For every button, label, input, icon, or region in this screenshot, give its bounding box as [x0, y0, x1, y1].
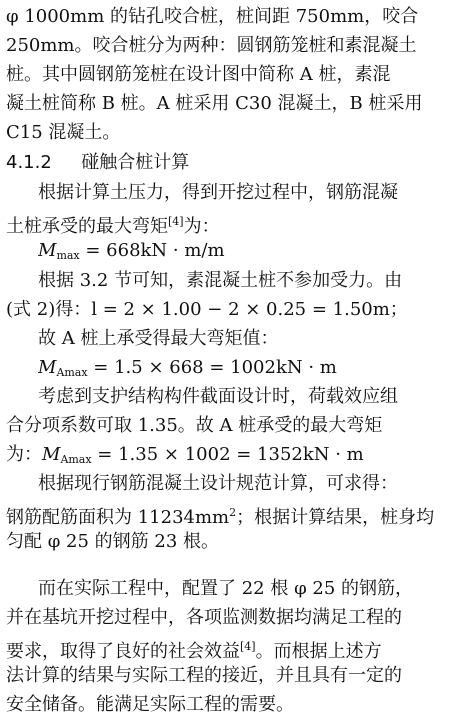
section-heading: [6, 148, 460, 177]
calc-line-6: 故 A 桩上承受得最大弯矩值：: [38, 328, 279, 349]
mmax-symbol: M: [38, 240, 57, 261]
calc-line-10: [6, 440, 460, 469]
mamax-symbol-2: M: [42, 444, 61, 465]
conclusion-line-1: 而在实际工程中，配置了 22 根 φ 25 的钢筋，: [38, 578, 414, 599]
area-unit-superscript: 2: [229, 506, 237, 519]
intro-line-4: 凝土桩简称 B 桩。A 桩采用 C30 混凝土，B 桩采用: [6, 93, 423, 114]
calc-line-12: [6, 498, 460, 527]
mamax-value: = 1.5 × 668 = 1002kN · m: [87, 357, 337, 378]
equation-mmax: [38, 236, 460, 265]
calc-line-4: 根据 3.2 节可知，素混凝土桩不参加受力。由: [38, 270, 403, 291]
conclusion-line-3-tail: 。而根据上述方: [255, 641, 382, 661]
conclusion-line-3-text: 要求，取得了良好的社会效益: [6, 641, 240, 661]
calc-line-2: [6, 207, 460, 236]
intro-line-5: C15 混凝土。: [6, 122, 121, 143]
mamax-subscript: Amax: [56, 366, 88, 379]
conclusion-line-2: 并在基坑开挖过程中，各项监测数据均满足工程的: [6, 607, 402, 628]
calc-line-12-text: 钢筋配筋面积为 11234mm: [6, 507, 230, 527]
calc-line-10-prefix: 为：: [6, 444, 42, 465]
section-title: 碰触合桩计算: [81, 152, 190, 173]
calc-line-1: 根据计算土压力，得到开挖过程中，钢筋混凝: [38, 182, 398, 203]
intro-line-3: 桩。其中圆钢筋笼桩在设计图中简称 A 桩，素混: [6, 64, 391, 85]
calc-line-10-value: = 1.35 × 1002 = 1352kN · m: [91, 444, 364, 465]
calc-line-13: 匀配 φ 25 的钢筋 23 根。: [6, 531, 220, 552]
calc-line-5: (式 2)得：l = 2 × 1.00 − 2 × 0.25 = 1.50m；: [6, 299, 408, 320]
conclusion-line-3: [6, 632, 460, 661]
equation-mamax: [38, 353, 460, 382]
mmax-value: = 668kN · m/m: [79, 240, 225, 261]
calc-line-2-text: 土桩承受的最大弯矩: [6, 216, 168, 236]
citation-ref-1: [4]: [168, 215, 184, 228]
citation-ref-2: [4]: [240, 640, 256, 653]
mmax-subscript: max: [56, 249, 80, 262]
mamax-symbol: M: [38, 357, 57, 378]
calc-line-9: 合分项系数可取 1.35。故 A 桩承受的最大弯矩: [6, 415, 383, 436]
calc-line-12-tail: ；根据计算结果，桩身均: [236, 507, 435, 527]
calc-line-8: 考虑到支护结构构件截面设计时，荷载效应组: [38, 386, 398, 407]
section-number: 4.1.2: [6, 152, 52, 173]
conclusion-line-5: 安全储备。能满足实际工程的需要。: [6, 694, 294, 715]
calc-line-2-tail: 为：: [183, 216, 220, 236]
mamax-subscript-2: Amax: [60, 453, 92, 466]
intro-line-1: φ 1000mm 的钻孔咬合桩，桩间距 750mm，咬合: [6, 6, 419, 27]
conclusion-line-4: 法计算的结果与实际工程的接近，并且具有一定的: [6, 665, 402, 686]
calc-line-11: 根据现行钢筋混凝土设计规范计算，可求得：: [38, 473, 398, 494]
intro-line-2: 250mm。咬合桩分为两种：圆钢筋笼桩和素混凝土: [6, 35, 417, 56]
